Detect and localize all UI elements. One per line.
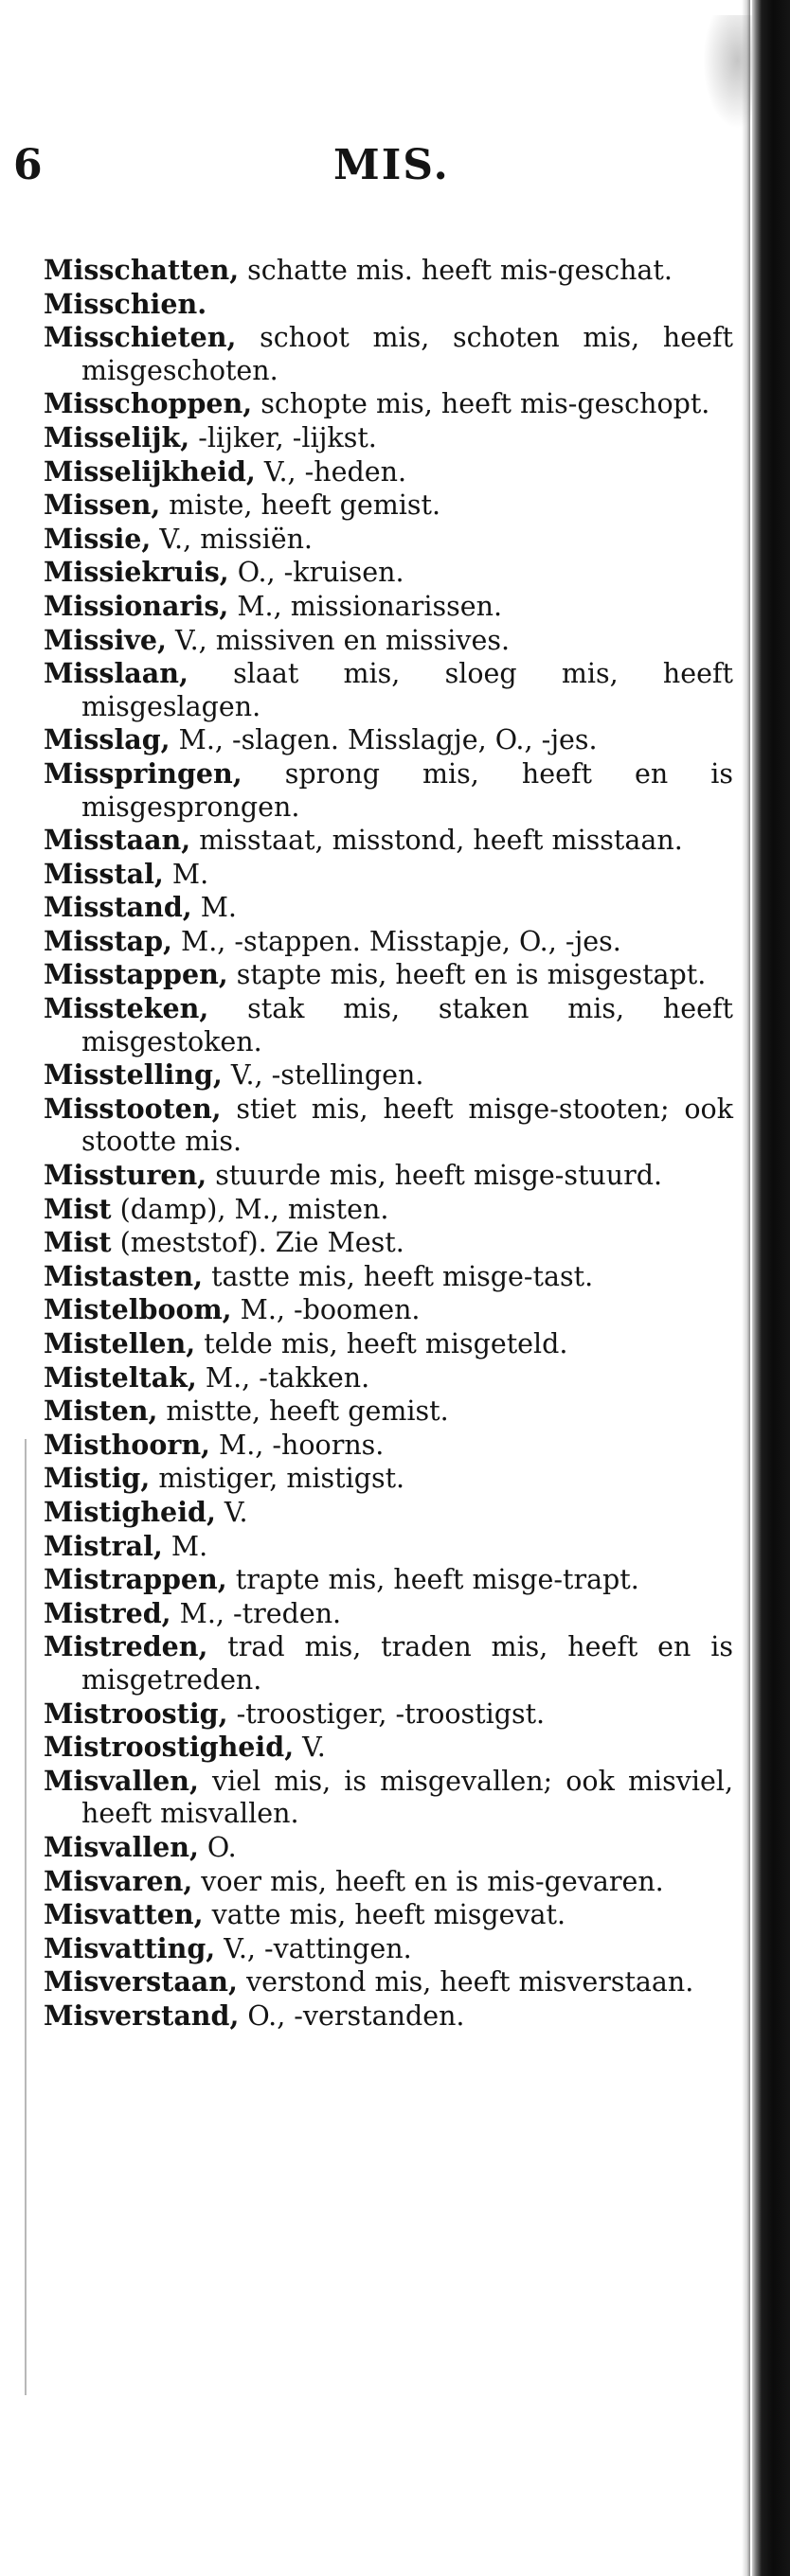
entry-text: stapte mis, heeft en is misgestapt.: [227, 959, 707, 991]
entry-lemma: Misstap,: [44, 924, 172, 957]
dictionary-entry: [44, 590, 733, 624]
entry-text: mistte, heeft gemist.: [157, 1395, 449, 1428]
entry-lemma: Misthoorn,: [44, 1428, 210, 1461]
entry-lemma: Mistellen,: [44, 1327, 196, 1359]
page-header: [0, 137, 748, 204]
entry-lemma: Misstaan,: [44, 824, 191, 857]
dictionary-entry: [44, 321, 733, 387]
dictionary-entry: [44, 757, 733, 824]
dictionary-entry: [44, 1965, 733, 1999]
dictionary-entry: [44, 254, 733, 288]
entry-lemma: Mistreden,: [44, 1630, 208, 1663]
entry-text: schopte mis, heeft mis-geschopt.: [252, 388, 710, 420]
dictionary-entry: [44, 1429, 733, 1463]
entry-text: telde mis, heeft misgeteld.: [195, 1328, 568, 1359]
dictionary-entry: [44, 1093, 733, 1159]
entry-text: O., -kruisen.: [228, 557, 404, 589]
entry-lemma: Mistelboom,: [44, 1293, 232, 1326]
entry-text: slaat mis, sloeg mis, heeft misgeslagen.: [81, 658, 733, 722]
entry-text: vatte mis, heeft misgevat.: [203, 1899, 566, 1931]
entry-lemma: Mistig,: [44, 1462, 151, 1495]
entry-lemma: Misselijk,: [44, 420, 190, 453]
dictionary-entry: [44, 925, 733, 959]
entry-lemma: Misvallen,: [44, 1830, 199, 1863]
dictionary-entry: [44, 1932, 733, 1966]
dictionary-entry: [44, 455, 733, 489]
entry-lemma: Mistroostigheid,: [44, 1731, 295, 1764]
dictionary-entry: [44, 1058, 733, 1093]
entry-text: miste, heeft gemist.: [160, 489, 441, 522]
dictionary-entry: [44, 288, 733, 322]
dictionary-entry: [44, 387, 733, 421]
entry-lemma: Misschien.: [44, 287, 207, 320]
entry-lemma: Misselijkheid,: [44, 454, 256, 488]
entry-lemma: Mist: [44, 1226, 112, 1259]
entry-text: voer mis, heeft en is mis-gevaren.: [192, 1865, 664, 1897]
dictionary-entry: [44, 1395, 733, 1429]
entry-lemma: Mistigheid,: [44, 1495, 216, 1528]
dictionary-entry: [44, 1731, 733, 1765]
dictionary-entry: [44, 824, 733, 858]
entry-text: -lijker, -lijkst.: [189, 421, 377, 453]
dictionary-entry: [44, 657, 733, 723]
entry-lemma: Misstand,: [44, 891, 192, 924]
entry-lemma: Missen,: [44, 489, 161, 522]
dictionary-entry: [44, 1260, 733, 1294]
entry-lemma: Missive,: [44, 623, 167, 656]
page-number: 6: [13, 141, 43, 189]
entry-text: M.: [191, 892, 237, 924]
dictionary-entry: [44, 421, 733, 455]
dictionary-entry: [44, 1831, 733, 1865]
dictionary-entry: [44, 624, 733, 658]
entry-text: misstaat, misstond, heeft misstaan.: [190, 825, 683, 857]
dictionary-entry: [44, 556, 733, 590]
entry-text: M., missionarissen.: [228, 590, 503, 622]
entry-lemma: Missturen,: [44, 1159, 207, 1192]
entry-text: M., -hoorns.: [209, 1429, 385, 1461]
entry-text: mistiger, mistigst.: [150, 1463, 405, 1495]
entry-lemma: Missie,: [44, 522, 152, 555]
entry-lemma: Misverstaan,: [44, 1965, 238, 1999]
entry-text: M., -takken.: [196, 1361, 370, 1394]
entry-text: V., -vattingen.: [215, 1932, 412, 1964]
entry-list: [44, 254, 733, 2033]
entry-lemma: Misslaan,: [44, 657, 189, 690]
dictionary-entry: [44, 1898, 733, 1932]
entry-text: V., missiven en missives.: [166, 624, 511, 656]
entry-lemma: Missiekruis,: [44, 556, 229, 589]
dictionary-entry: [44, 1630, 733, 1697]
dictionary-entry: [44, 1496, 733, 1530]
entry-lemma: Mistasten,: [44, 1259, 204, 1292]
dictionary-entry: [44, 489, 733, 523]
dictionary-entry: [44, 1765, 733, 1831]
entry-lemma: Misstelling,: [44, 1058, 223, 1092]
entry-text: M.: [162, 1530, 208, 1562]
entry-lemma: Mist: [44, 1192, 112, 1225]
dictionary-entry: [44, 1193, 733, 1227]
dictionary-entry: [44, 992, 733, 1058]
entry-lemma: Misstappen,: [44, 958, 228, 991]
entry-text: M., -slagen. Misslagje, O., -jes.: [170, 724, 598, 756]
entry-lemma: Missionaris,: [44, 589, 229, 622]
running-head: MIS.: [333, 141, 450, 189]
entry-lemma: Missteken,: [44, 992, 209, 1025]
entry-text: V.: [215, 1496, 248, 1528]
entry-text: V., -heden.: [255, 455, 407, 488]
binding-shadow: [742, 0, 750, 2576]
entry-lemma: Misvatten,: [44, 1898, 204, 1931]
entry-text: stiet mis, heeft misge-stooten; ook stootte mis.: [81, 1093, 733, 1158]
dictionary-entry: [44, 1361, 733, 1395]
entry-lemma: Misstooten,: [44, 1092, 222, 1125]
entry-lemma: Misslag,: [44, 723, 171, 756]
dictionary-entry: [44, 523, 733, 557]
entry-text: M., -boomen.: [231, 1294, 421, 1326]
entry-text: stuurde mis, heeft misge-stuurd.: [206, 1160, 663, 1192]
entry-lemma: Mistroostig,: [44, 1697, 228, 1730]
entry-text: O.: [198, 1831, 237, 1863]
dictionary-entry: [44, 1563, 733, 1597]
entry-lemma: Misvatting,: [44, 1931, 216, 1964]
entry-text: schoot mis, schoten mis, heeft misgeschoten.: [81, 322, 733, 386]
entry-text: V., -stellingen.: [222, 1059, 424, 1092]
dictionary-entry: [44, 1999, 733, 2034]
margin-rule: [25, 1439, 27, 2395]
dictionary-entry: [44, 858, 733, 892]
entry-text: (meststof). Zie Mest.: [111, 1227, 404, 1259]
entry-text: O., -verstanden.: [239, 1999, 465, 2032]
entry-text: V.: [294, 1732, 326, 1764]
dictionary-entry: [44, 958, 733, 992]
entry-lemma: Mistrappen,: [44, 1563, 227, 1596]
book-binding: [752, 0, 790, 2576]
dictionary-entry: [44, 1293, 733, 1327]
dictionary-entry: [44, 1327, 733, 1361]
entry-text: verstond mis, heeft misverstaan.: [237, 1966, 694, 1999]
dictionary-entry: [44, 1697, 733, 1732]
entry-text: trapte mis, heeft misge-trapt.: [226, 1564, 639, 1596]
entry-text: (damp), M., misten.: [111, 1193, 389, 1225]
entry-lemma: Mistral,: [44, 1529, 163, 1562]
entry-text: tastte mis, heeft misge-tast.: [203, 1260, 594, 1292]
entry-lemma: Misverstand,: [44, 1999, 240, 2032]
dictionary-entry: [44, 891, 733, 925]
entry-text: V., missiën.: [151, 523, 313, 555]
entry-lemma: Misschatten,: [44, 254, 240, 286]
entry-text: M.: [163, 858, 209, 890]
dictionary-entry: [44, 1462, 733, 1496]
entry-lemma: Misteltak,: [44, 1360, 197, 1394]
entry-text: -troostiger, -troostigst.: [227, 1697, 546, 1730]
dictionary-entry: [44, 1597, 733, 1631]
entry-lemma: Misschoppen,: [44, 387, 253, 420]
dictionary-entry: [44, 1159, 733, 1193]
entry-text: schatte mis. heeft mis-geschat.: [239, 255, 673, 286]
dictionary-entry: [44, 1530, 733, 1564]
dictionary-entry: [44, 1226, 733, 1260]
entry-lemma: Misspringen,: [44, 756, 242, 790]
entry-lemma: Mistred,: [44, 1596, 171, 1629]
entry-text: stak mis, staken mis, heeft misgestoken.: [81, 993, 733, 1057]
entry-text: trad mis, traden mis, heeft en is misgetreden.: [81, 1631, 733, 1696]
entry-text: M., -treden.: [171, 1597, 342, 1629]
dictionary-entry: [44, 723, 733, 757]
entry-lemma: Misvaren,: [44, 1864, 193, 1897]
entry-lemma: Misvallen,: [44, 1764, 199, 1797]
entry-lemma: Misstal,: [44, 857, 164, 890]
entry-text: M., -stappen. Misstapje, O., -jes.: [171, 925, 621, 957]
dictionary-entry: [44, 1865, 733, 1899]
entry-text: sprong mis, heeft en is misgesprongen.: [81, 757, 733, 823]
entry-lemma: Misten,: [44, 1395, 158, 1428]
entry-text: viel mis, is misgevallen; ook misviel, heeft misvallen.: [81, 1765, 733, 1830]
entry-lemma: Misschieten,: [44, 321, 237, 354]
